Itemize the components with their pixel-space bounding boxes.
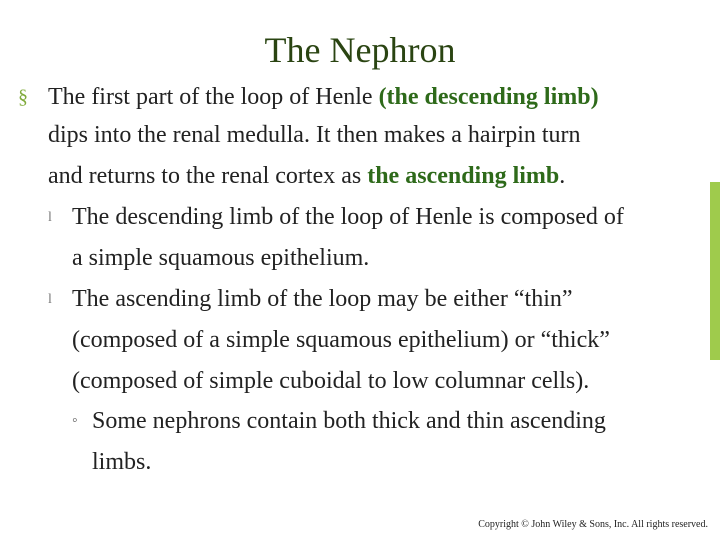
bullet-text: The first part of the loop of Henle: [48, 84, 379, 110]
sub-bullet-2-line-1: The ascending limb of the loop may be either “thin”: [72, 286, 573, 312]
sub-bullet-1-line-2: a simple squamous epithelium.: [72, 245, 370, 271]
sub-sub-bullet-line-1: Some nephrons contain both thick and thin ascending: [92, 408, 606, 434]
bullet-text: and returns to the renal cortex as: [48, 163, 368, 189]
sub-bullet-2-line-2: (composed of a simple squamous epithelium) or “thick”: [72, 327, 610, 353]
bullet-line-1: [48, 82, 599, 112]
accent-bar: [710, 182, 720, 360]
sub-sub-bullet-line-2: limbs.: [92, 449, 152, 475]
sub-sub-bullet-marker: ◦: [72, 412, 78, 429]
slide-title: The Nephron: [264, 30, 456, 70]
sub-bullet-1-line-1: The descending limb of the loop of Henle is composed of: [72, 204, 624, 230]
bullet-line-3: [48, 161, 565, 191]
sub-bullet-2-line-3: (composed of simple cuboidal to low columnar cells).: [72, 368, 590, 394]
bullet-marker: §: [18, 86, 28, 108]
descending-limb-emphasis: (the descending limb): [378, 84, 599, 110]
copyright-notice: Copyright © John Wiley & Sons, Inc. All rights reserved.: [478, 519, 708, 530]
sub-bullet-marker: l: [48, 292, 52, 307]
bullet-line-2: dips into the renal medulla. It then makes a hairpin turn: [48, 122, 581, 148]
bullet-text: .: [559, 163, 566, 189]
ascending-limb-emphasis: the ascending limb: [367, 163, 560, 189]
sub-bullet-marker: l: [48, 210, 52, 225]
